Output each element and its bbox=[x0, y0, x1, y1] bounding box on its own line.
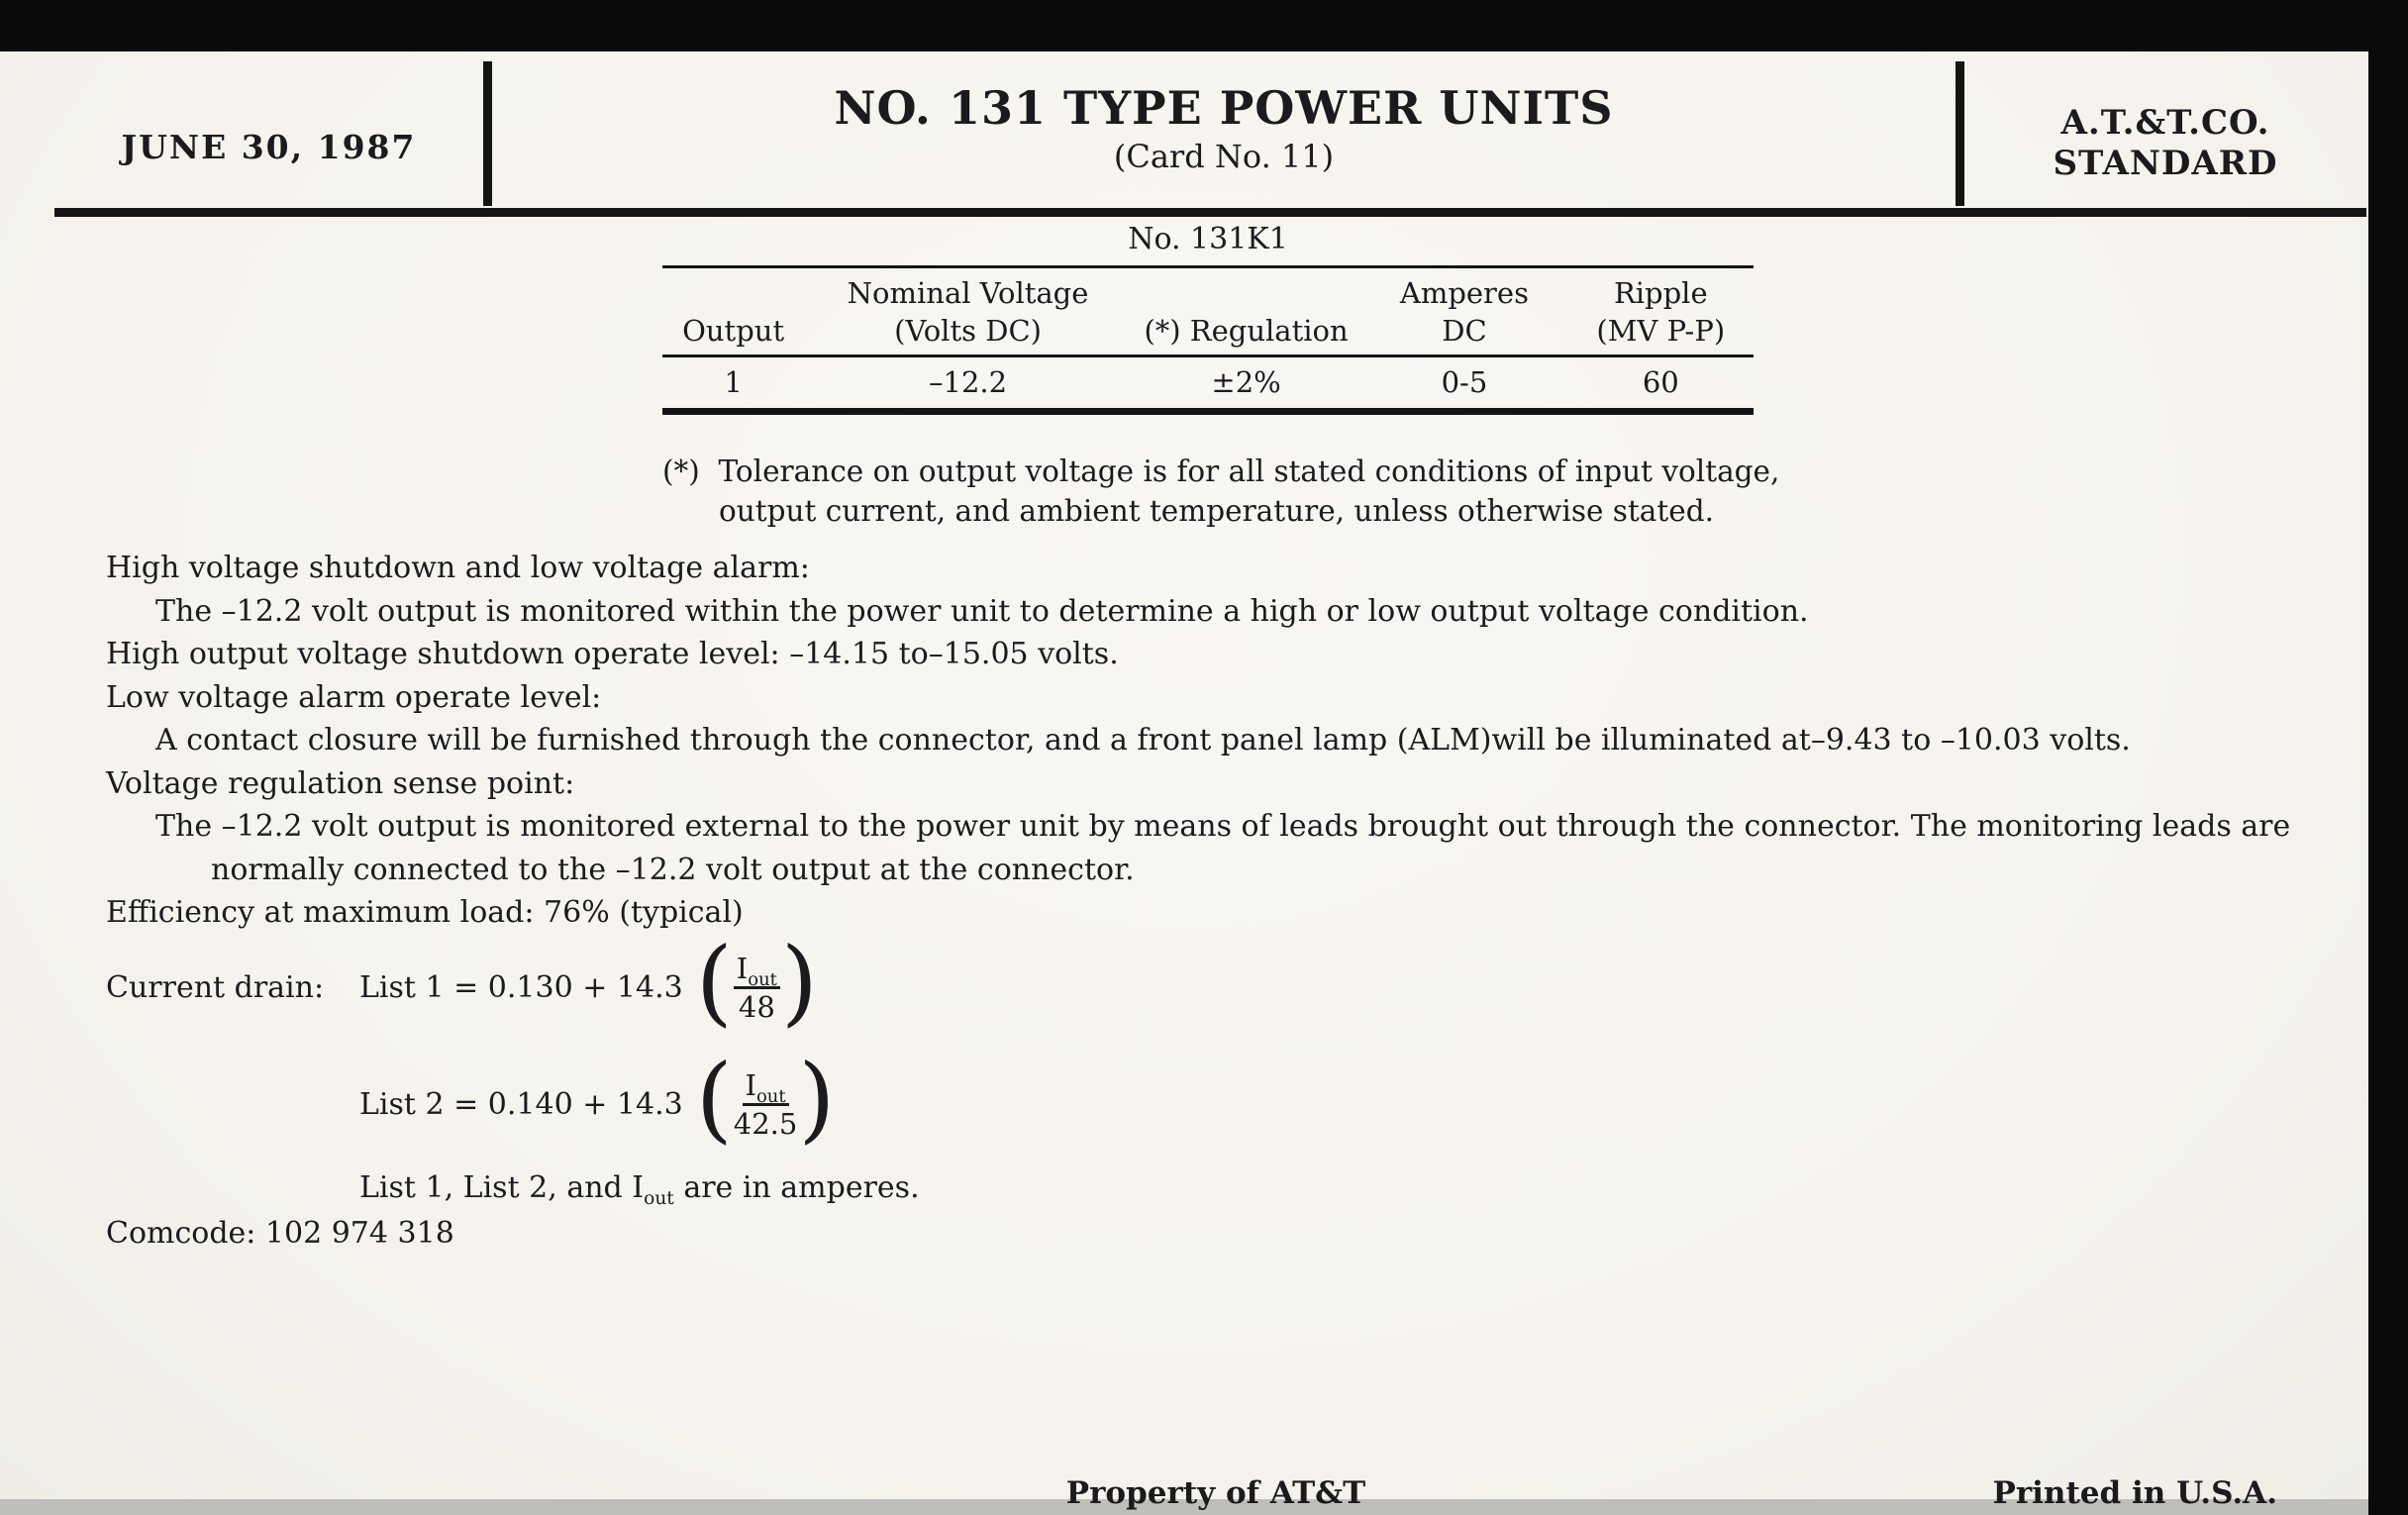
current-drain-label: Current drain: bbox=[106, 970, 325, 1005]
footnote-line-1: (*) Tolerance on output voltage is for all stated conditions of input voltage, bbox=[662, 454, 1780, 488]
note-suffix: are in amperes. bbox=[673, 1170, 920, 1205]
body-line-hv-shutdown-detail: The –12.2 volt output is monitored within the power unit to determine a high or low output voltage condition. bbox=[155, 593, 1809, 629]
col-ripple bbox=[1568, 274, 1754, 350]
col-regulation-line2: (*) Regulation bbox=[1144, 314, 1349, 348]
paren-close-icon: ) bbox=[780, 928, 818, 1037]
note-iout-subscript: out bbox=[644, 1188, 674, 1209]
col-amperes-dc-line1: Amperes bbox=[1399, 276, 1529, 310]
iout-symbol: I bbox=[736, 951, 749, 985]
footer-printed-in: Printed in U.S.A. bbox=[1992, 1475, 2277, 1511]
formula-list2 bbox=[359, 1045, 836, 1154]
footnote-line-2: output current, and ambient temperature, unless otherwise stated. bbox=[719, 494, 1714, 528]
header-rule bbox=[54, 208, 2366, 217]
paren-open-icon: ( bbox=[695, 928, 733, 1037]
col-amperes-dc-line2: DC bbox=[1442, 314, 1487, 348]
table-title: No. 131K1 bbox=[1128, 222, 1288, 256]
org-name: A.T.&T.CO. bbox=[2060, 103, 2270, 144]
iout-subscript: out bbox=[755, 1085, 786, 1107]
body-line-sense-point-detail-1: The –12.2 volt output is monitored external to the power unit by means of leads brought out through the connector. The monitoring leads are bbox=[155, 809, 2291, 844]
iout-symbol: I bbox=[745, 1067, 756, 1102]
col-nominal-voltage-line1: Nominal Voltage bbox=[847, 276, 1089, 310]
table-data-row bbox=[662, 354, 1754, 415]
footer-property-notice: Property of AT&T bbox=[1065, 1475, 1366, 1511]
org-standard-label: STANDARD bbox=[2053, 144, 2278, 183]
col-regulation bbox=[1132, 274, 1360, 350]
formula-list1-prefix: List 1 = 0.130 + 14.3 bbox=[359, 970, 683, 1005]
value-ripple: 60 bbox=[1642, 365, 1679, 399]
col-nominal-voltage bbox=[804, 274, 1132, 350]
value-output: 1 bbox=[724, 365, 743, 399]
col-output-line2: Output bbox=[682, 314, 785, 348]
document-header bbox=[54, 51, 2366, 208]
fraction-denominator: 42.5 bbox=[733, 1107, 798, 1141]
header-divider-right bbox=[1956, 61, 1964, 206]
col-amperes-dc bbox=[1360, 274, 1567, 350]
fraction-numerator bbox=[743, 1067, 789, 1107]
formula-list2-prefix: List 2 = 0.140 + 14.3 bbox=[359, 1087, 683, 1122]
formula-list1 bbox=[359, 928, 819, 1037]
body-line-shutdown-level: High output voltage shutdown operate level: –14.15 to–15.05 volts. bbox=[106, 637, 1119, 671]
paren-open-icon: ( bbox=[695, 1045, 733, 1154]
fraction-denominator: 48 bbox=[738, 990, 775, 1024]
col-output-line1 bbox=[662, 274, 804, 312]
header-title-block bbox=[492, 51, 1956, 208]
col-ripple-line1: Ripple bbox=[1613, 276, 1708, 310]
fraction-numerator bbox=[734, 951, 780, 990]
note-prefix: List 1, List 2, and I bbox=[359, 1170, 645, 1205]
iout-subscript: out bbox=[748, 968, 777, 990]
body-line-alarm-detail: A contact closure will be furnished through the connector, and a front panel lamp (ALM)will be illuminated at–9.43 to –10.03 volts. bbox=[155, 723, 2131, 758]
body-line-sense-point-detail-2: normally connected to the –12.2 volt output at the connector. bbox=[211, 852, 1135, 887]
document-paper bbox=[0, 51, 2368, 1511]
spec-table bbox=[662, 222, 1754, 415]
document-title: NO. 131 TYPE POWER UNITS bbox=[834, 81, 1614, 135]
value-nominal-voltage: –12.2 bbox=[929, 365, 1008, 399]
body-line-sense-point-heading: Voltage regulation sense point: bbox=[106, 765, 575, 801]
paren-close-icon: ) bbox=[798, 1045, 836, 1154]
col-output bbox=[662, 274, 804, 350]
body-line-efficiency: Efficiency at maximum load: 76% (typical) bbox=[106, 895, 744, 930]
fraction-iout-48 bbox=[734, 951, 780, 1024]
document-subtitle: (Card No. 11) bbox=[1113, 138, 1335, 175]
current-drain-row bbox=[106, 928, 819, 1037]
value-regulation: ±2% bbox=[1211, 365, 1281, 399]
fraction-iout-42-5 bbox=[733, 1067, 798, 1141]
comcode-line: Comcode: 102 974 318 bbox=[106, 1216, 454, 1251]
body-text bbox=[106, 547, 2290, 935]
formula-units-note bbox=[359, 1170, 920, 1209]
scan-edge-top bbox=[0, 0, 2408, 51]
scan-edge-right bbox=[2366, 0, 2408, 1515]
table-header-row bbox=[662, 265, 1754, 354]
body-line-alarm-heading: Low voltage alarm operate level: bbox=[106, 679, 602, 715]
header-divider-left bbox=[483, 61, 492, 206]
table-footnote bbox=[662, 452, 1779, 531]
col-ripple-line2: (MV P-P) bbox=[1596, 314, 1726, 348]
col-regulation-line1 bbox=[1132, 274, 1360, 312]
col-nominal-voltage-line2: (Volts DC) bbox=[894, 314, 1042, 348]
value-amperes-dc: 0-5 bbox=[1441, 365, 1488, 399]
org-standard-block bbox=[1964, 51, 2366, 208]
body-line-hv-shutdown-heading: High voltage shutdown and low voltage alarm: bbox=[106, 551, 810, 585]
document-date: JUNE 30, 1987 bbox=[121, 127, 417, 166]
